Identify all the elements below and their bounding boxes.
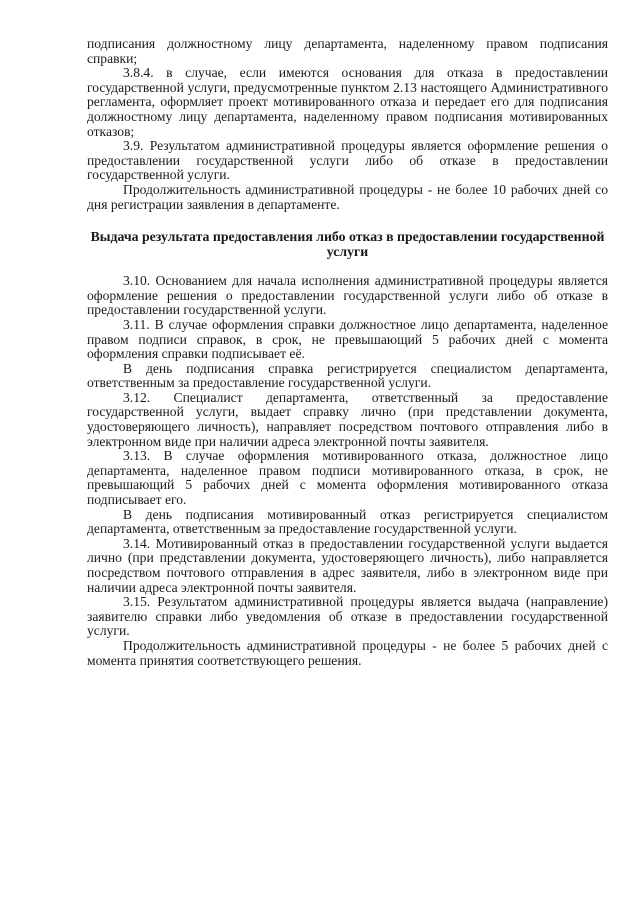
document-page xyxy=(87,37,608,668)
paragraph: В день подписания мотивированный отказ регистрируется специалистом департамента, ответственным за предоставление государственной услуги. xyxy=(87,506,608,537)
paragraph: Продолжительность административной процедуры - не более 10 рабочих дней со дня регистрации заявления в департаменте. xyxy=(87,181,608,212)
paragraph: 3.9. Результатом административной процедуры является оформление решения о предоставлении государственной услуги либо об отказе в предоставлении государственной услуги. xyxy=(87,138,608,183)
paragraph: 3.8.4. в случае, если имеются основания для отказа в предоставлении государственной услуги, предусмотренные пунктом 2.13 настоящего Административного регламента, оформляет проект мотивированного отказа и передает его для подписания должностному лицу департамента, наделенному правом подписания мотивированных отказов; xyxy=(87,65,608,139)
paragraph: 3.15. Результатом административной процедуры является выдача (направление) заявителю справки либо уведомления об отказе в предоставлении государственной услуги. xyxy=(87,594,608,639)
paragraph: В день подписания справка регистрируется специалистом департамента, ответственным за предоставление государственной услуги. xyxy=(87,360,608,391)
paragraph: 3.11. В случае оформления справки должностное лицо департамента, наделенное правом подписи справок, в срок, не превышающий 5 рабочих дней с момента оформления справки подписывает её. xyxy=(87,316,608,362)
paragraph: Продолжительность административной процедуры - не более 5 рабочих дней с момента принятия соответствующего решения. xyxy=(87,637,608,668)
paragraph: 3.10. Основанием для начала исполнения административной процедуры является оформление решения о предоставлении государственной услуги либо об отказе в предоставлении государственной услуги. xyxy=(87,273,608,318)
paragraph: 3.13. В случае оформления мотивированного отказа, должностное лицо департамента, наделенное правом подписи мотивированного отказа, в срок, не превышающий 5 рабочих дней с момента оформления мотивированного отказа подписывает его. xyxy=(87,448,608,508)
paragraph: подписания должностному лицу департамента, наделенному правом подписания справки; xyxy=(87,36,608,66)
paragraph: 3.14. Мотивированный отказ в предоставлении государственной услуги выдается лично (при представлении документа, удостоверяющего личность), либо направляется посредством почтового отправления в адрес заявителя, либо в электронном виде при наличии адреса электронной почты заявителя. xyxy=(87,535,608,595)
section-heading: Выдача результата предоставления либо отказ в предоставлении государственной услуги xyxy=(90,229,605,260)
paragraph: 3.12. Специалист департамента, ответственный за предоставление государственной услуги, выдает справку лично (при представлении документа, удостоверяющего личность), направляет посредством почтового отправления либо в электронном виде при наличии адреса электронной почты заявителя. xyxy=(87,389,608,449)
